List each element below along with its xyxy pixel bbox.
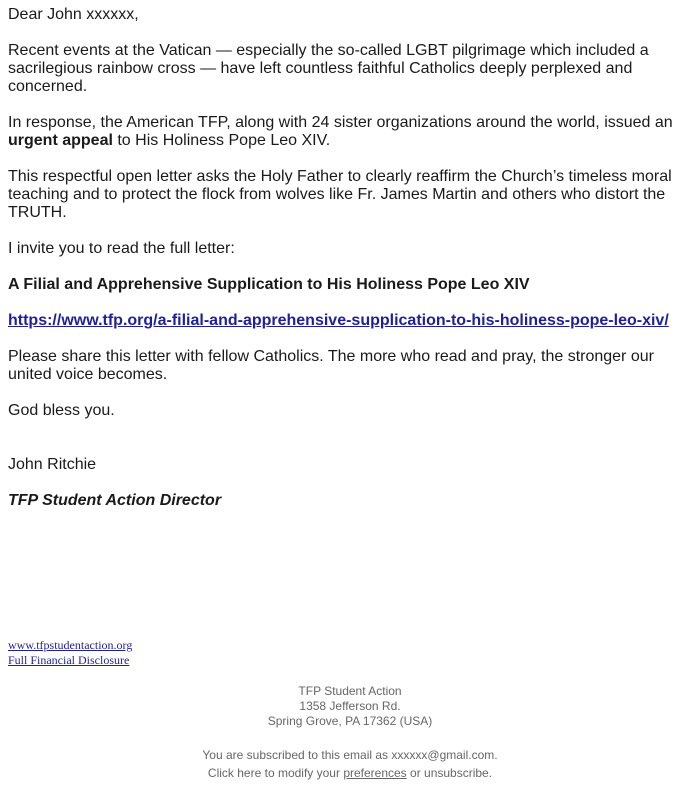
letter-title: A Filial and Apprehensive Supplication to His Holiness Pope Leo XIV [8,276,530,293]
modify-preferences-text [0,764,700,782]
subscribed-text: You are subscribed to this email as xxxxxx@gmail.com. [202,748,498,762]
website-link[interactable]: www.tfpstudentaction.org [8,638,133,652]
paragraph-response [8,114,688,150]
greeting: Dear John xxxxxx, [8,6,139,23]
signature-title: TFP Student Action Director [8,492,222,509]
paragraph-events: Recent events at the Vatican — especially the so-called LGBT pilgrimage which included a sacrilegious rainbow cross — have left countless faithful Catholics deeply perplexed and concerned. [8,42,649,95]
street-address: 1358 Jefferson Rd. [299,699,401,713]
email-body [8,6,688,528]
modify-before: Click here to modify your [207,766,344,780]
org-name: TFP Student Action [298,684,402,698]
city-address: Spring Grove, PA 17362 (USA) [267,714,433,728]
signature-name: John Ritchie [8,456,97,473]
subscription-info [0,746,700,782]
letter-link[interactable]: https://www.tfp.org/a-filial-and-apprehensive-supplication-to-his-holiness-pope-leo-xiv/ [8,312,669,329]
paragraph-response-end: to His Holiness Pope Leo XIV. [112,132,331,149]
paragraph-share: Please share this letter with fellow Catholics. The more who read and pray, the stronger our united voice becomes. [8,348,654,383]
footer-links [8,638,132,668]
modify-after: or unsubscribe. [406,766,493,780]
financial-disclosure-link[interactable]: Full Financial Disclosure [8,653,130,667]
preferences-link[interactable]: preferences [343,766,407,780]
paragraph-response-start: In response, the American TFP, along with 24 sister organizations around the world, issued an [8,114,673,131]
footer-address [0,684,700,729]
urgent-appeal-text: urgent appeal [8,132,113,149]
closing: God bless you. [8,402,115,419]
paragraph-invite: I invite you to read the full letter: [8,240,235,257]
paragraph-open-letter: This respectful open letter asks the Holy Father to clearly reaffirm the Church’s timeless moral teaching and to protect the flock from wolves like Fr. James Martin and others who distort the TRUTH. [8,168,672,221]
